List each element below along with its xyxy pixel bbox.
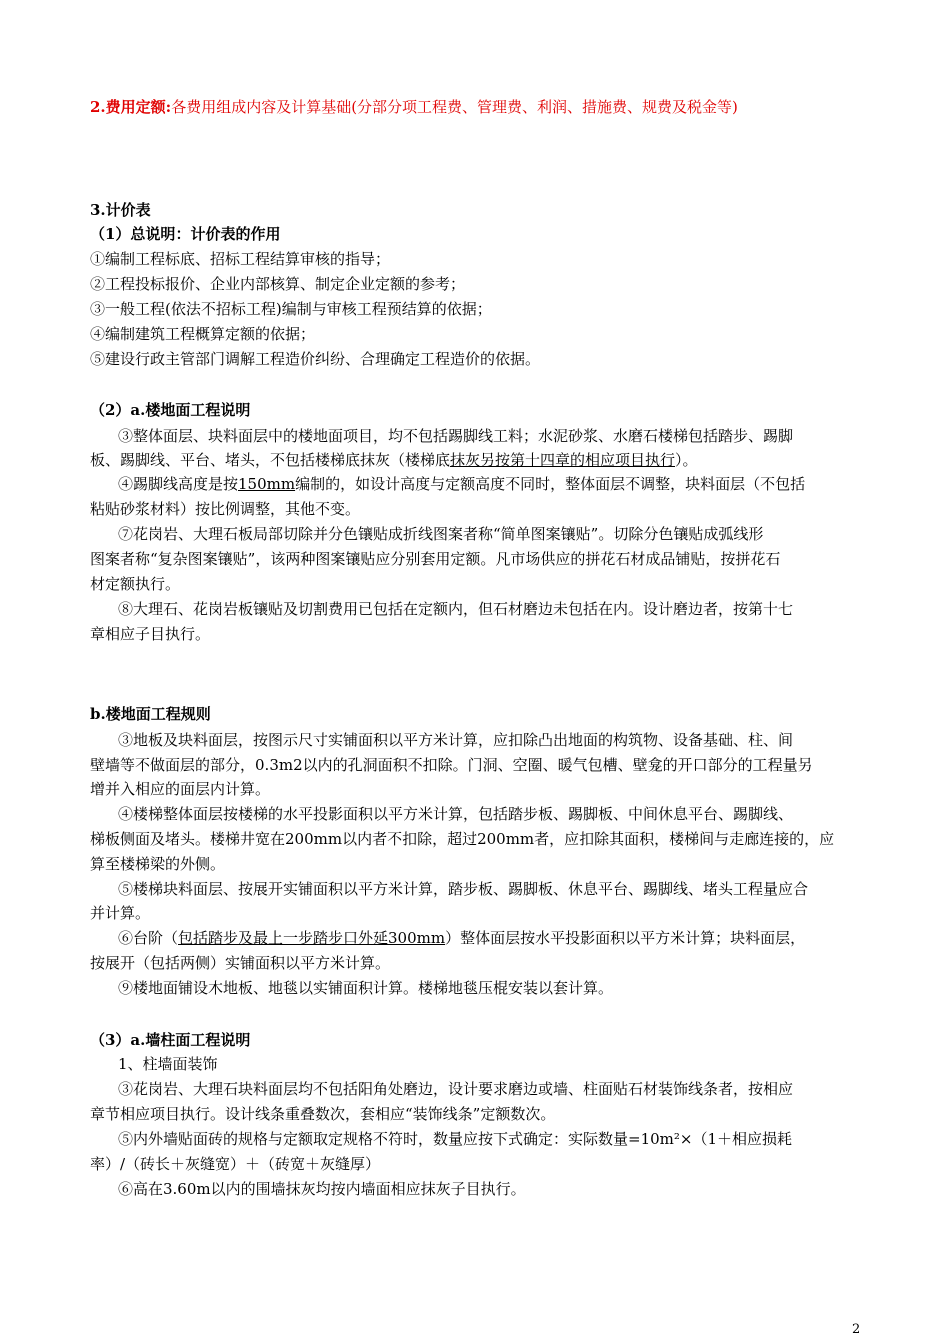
fee-quota-paragraph [90, 94, 870, 120]
floor-note-4-rest: 编制的，如设计高度与定额高度不同时，整体面层不调整，块料面层（不包括 [295, 475, 806, 493]
floor-note-3-end: ）。 [675, 451, 698, 469]
floor-rule-4-line-2: 梯板侧面及堵头。楼梯井宽在200mm以内者不扣除，超过200mm者，应扣除其面积，楼梯间与走廊连接的，应 [90, 830, 835, 848]
floor-rule-5-line-1: ⑤楼梯块料面层、按展开实铺面积以平方米计算，踏步板、踢脚板、休息平台、踢脚线、堵头工程量应合 [118, 880, 809, 898]
purpose-item-3: ③一般工程(依法不招标工程)编制与审核工程预结算的依据； [90, 300, 492, 318]
purpose-item-1: ①编制工程标底、招标工程结算审核的指导； [90, 250, 391, 268]
floor-rule-4-line-3: 算至楼梯梁的外侧。 [90, 855, 226, 873]
wall-note-6-line-1: ⑥高在3.60m以内的围墙抹灰均按内墙面相应抹灰子目执行。 [118, 1180, 526, 1198]
floor-rule-3-line-1: ③地板及块料面层，按图示尺寸实铺面积以平方米计算，应扣除凸出地面的构筑物、设备基础、柱、间 [118, 731, 794, 749]
section-3-title: 3.计价表 [90, 201, 151, 219]
purpose-item-4: ④编制建筑工程概算定额的依据； [90, 325, 316, 343]
wall-note-3-line-2: 章节相应项目执行。设计线条重叠数次，套相应“装饰线条”定额数次。 [90, 1105, 556, 1123]
floor-note-3-text: 板、踢脚线、平台、堵头，不包括楼梯底抹灰（楼梯底 [90, 451, 451, 469]
floor-rule-6-rest: ）整体面层按水平投影面积以平方米计算；块料面层， [445, 929, 806, 947]
floor-rule-6-line-2: 按展开（包括两侧）实铺面积以平方米计算。 [90, 954, 391, 972]
wall-note-5-line-1: ⑤内外墙贴面砖的规格与定额取定规格不符时，数量应按下式确定：实际数量=10m²×（1＋相应损耗 [118, 1130, 793, 1148]
wall-notes-heading: （3）a.墙柱面工程说明 [90, 1031, 251, 1049]
general-notes-heading: （1）总说明：计价表的作用 [90, 225, 281, 243]
purpose-item-2: ②工程投标报价、企业内部核算、制定企业定额的参考； [90, 275, 466, 293]
floor-note-3-underlined: 抹灰另按第十四章的相应项目执行 [450, 451, 676, 469]
floor-rules-heading: b.楼地面工程规则 [90, 705, 211, 723]
floor-rule-6-text: ⑥台阶（ [118, 929, 179, 947]
floor-note-4-line-2: 粘贴砂浆材料）按比例调整，其他不变。 [90, 500, 361, 518]
floor-note-7-line-2: 图案者称“复杂图案镶贴”，该两种图案镶贴应分别套用定额。凡市场供应的拼花石材成品铺贴，按拼花石 [90, 550, 781, 568]
floor-rule-4-line-1: ④楼梯整体面层按楼梯的水平投影面积以平方米计算，包括踏步板、踢脚板、中间休息平台、踢脚线、 [118, 805, 794, 823]
floor-note-3-line-2 [90, 447, 870, 473]
page-number: 2 [852, 1322, 861, 1337]
floor-note-4-underlined: 150mm [238, 475, 296, 493]
floor-notes-heading: （2）a.楼地面工程说明 [90, 401, 251, 419]
floor-note-3-line-1: ③整体面层、块料面层中的楼地面项目，均不包括踢脚线工料；水泥砂浆、水磨石楼梯包括踏步、踢脚 [118, 427, 794, 445]
floor-rule-5-line-2: 并计算。 [90, 904, 151, 922]
floor-note-4-text: ④踢脚线高度是按 [118, 475, 239, 493]
floor-rule-6-line-1 [118, 925, 898, 951]
floor-rule-9-line-1: ⑨楼地面铺设木地板、地毯以实铺面积计算。楼梯地毯压棍安装以套计算。 [118, 979, 614, 997]
wall-note-3-line-1: ③花岗岩、大理石块料面层均不包括阳角处磨边，设计要求磨边或墙、柱面贴石材装饰线条者，按相应 [118, 1080, 794, 1098]
floor-note-8-line-1: ⑧大理石、花岗岩板镶贴及切割费用已包括在定额内，但石材磨边未包括在内。设计磨边者，按第十七 [118, 600, 794, 618]
fee-quota-text: 各费用组成内容及计算基础(分部分项工程费、管理费、利润、措施费、规费及税金等) [171, 98, 738, 116]
floor-note-7-line-3: 材定额执行。 [90, 575, 181, 593]
floor-note-4-line-1 [118, 471, 898, 497]
floor-note-8-line-2: 章相应子目执行。 [90, 625, 211, 643]
floor-note-7-line-1: ⑦花岗岩、大理石板局部切除并分色镶贴成折线图案者称“简单图案镶贴”。切除分色镶贴成弧线形 [118, 525, 764, 543]
floor-rule-3-line-2: 壁墙等不做面层的部分，0.3m2以内的孔洞面积不扣除。门洞、空圈、暖气包槽、壁龛的开口部分的工程量另 [90, 756, 813, 774]
floor-rule-6-underlined: 包括踏步及最上一步踏步口外延300mm [178, 929, 446, 947]
wall-subheading: 1、柱墙面装饰 [118, 1055, 218, 1073]
purpose-item-5: ⑤建设行政主管部门调解工程造价纠纷、合理确定工程造价的依据。 [90, 350, 541, 368]
fee-quota-heading: 2.费用定额: [90, 98, 172, 116]
wall-note-5-line-2: 率）/（砖长＋灰缝宽）＋（砖宽＋灰缝厚） [90, 1155, 381, 1173]
floor-rule-3-line-3: 增并入相应的面层内计算。 [90, 780, 271, 798]
